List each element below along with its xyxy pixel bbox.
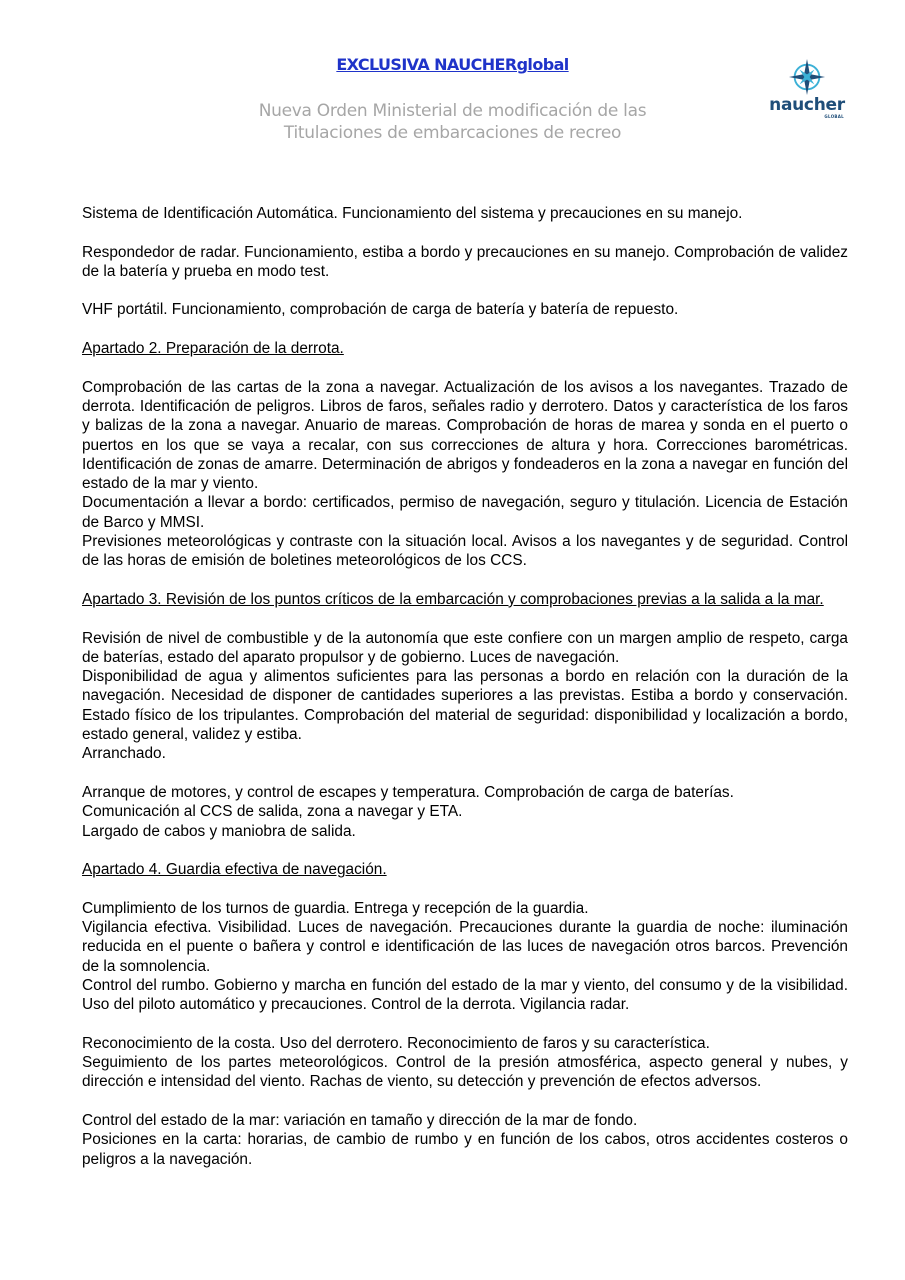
paragraph: Seguimiento de los partes meteorológicos. Control de la presión atmosférica, aspecto general y nubes, y dirección e intensidad del viento. Rachas de viento, su detección y prevención de efectos adversos. <box>82 1054 848 1091</box>
paragraph: Arranchado. <box>82 745 166 763</box>
paragraph: Sistema de Identificación Automática. Funcionamiento del sistema y precauciones en su manejo. <box>82 205 743 222</box>
subtitle-line-2: Titulaciones de embarcaciones de recreo <box>283 123 622 143</box>
naucher-logo <box>762 58 852 124</box>
paragraph: Comunicación al CCS de salida, zona a navegar y ETA. <box>82 803 463 821</box>
subtitle-line-1: Nueva Orden Ministerial de modificación de las <box>258 101 647 121</box>
paragraph: Largado de cabos y maniobra de salida. <box>82 822 356 840</box>
paragraph: VHF portátil. Funcionamiento, comprobación de carga de batería y batería de repuesto. <box>82 301 679 319</box>
section-heading-2: Apartado 2. Preparación de la derrota. <box>82 340 344 358</box>
paragraph: Reconocimiento de la costa. Uso del derrotero. Reconocimiento de faros y su característica. <box>82 1034 710 1052</box>
paragraph: Vigilancia efectiva. Visibilidad. Luces de navegación. Precauciones durante la guardia de noche: iluminación reducida en el puente o bañera y control e identificación de las luces de navegación otros barcos. Prevención de la somnolencia. <box>82 918 848 975</box>
compass-rose-icon <box>788 58 826 96</box>
paragraph: Control del rumbo. Gobierno y marcha en función del estado de la mar y viento, del consumo y de la visibilidad. Uso del piloto automático y precauciones. Control de la derrota. Vigilancia radar. <box>82 976 848 1014</box>
document-body <box>82 204 848 1169</box>
paragraph: Disponibilidad de agua y alimentos suficientes para las personas a bordo en relación con la duración de la navegación. Necesidad de disponer de cantidades superiores a las previstas. Estiba a bordo y conservación. Estado físico de los tripulantes. Comprobación del material de seguridad: disponibilidad y localización a bordo, estado general, validez y estiba. <box>82 668 848 744</box>
paragraph: Respondedor de radar. Funcionamiento, estiba a bordo y precauciones en su manejo. Comprobación de validez de la batería y prueba en modo test. <box>82 243 848 280</box>
paragraph: Documentación a llevar a bordo: certificados, permiso de navegación, seguro y titulación. Licencia de Estación de Barco y MMSI. <box>82 494 848 531</box>
section-heading-3: Apartado 3. Revisión de los puntos críticos de la embarcación y comprobaciones previas a la salida a la mar. <box>82 590 824 608</box>
paragraph: Revisión de nivel de combustible y de la autonomía que este confiere con un margen amplio de respeto, carga de baterías, estado del aparato propulsor y de gobierno. Luces de navegación. <box>82 629 848 666</box>
paragraph: Posiciones en la carta: horarias, de cambio de rumbo y en función de los cabos, otros accidentes costeros o peligros a la navegación. <box>82 1131 848 1168</box>
paragraph: Previsiones meteorológicas y contraste con la situación local. Avisos a los navegantes y de seguridad. Control de las horas de emisión de boletines meteorológicos de los CCS. <box>82 533 848 570</box>
logo-subtext: GLOBAL <box>824 114 844 119</box>
paragraph: Arranque de motores, y control de escapes y temperatura. Comprobación de carga de baterías. <box>82 783 734 801</box>
section-heading-4: Apartado 4. Guardia efectiva de navegación. <box>82 861 387 879</box>
paragraph: Comprobación de las cartas de la zona a navegar. Actualización de los avisos a los navegantes. Trazado de derrota. Identificación de peligros. Libros de faros, señales radio y derrotero. Datos y característica de los faros y balizas de la zona a navegar. Anuario de mareas. Comprobación de horas de marea y sonda en el puerto o puertos en los que se vaya a recalar, con sus correcciones de altura y hora. Correcciones barométricas. Identificación de zonas de amarre. Determinación de abrigos y fondeaderos en la zona a navegar en función del estado de la mar y viento. <box>82 378 848 493</box>
exclusive-link[interactable]: EXCLUSIVA NAUCHERglobal <box>336 55 569 74</box>
paragraph: Control del estado de la mar: variación en tamaño y dirección de la mar de fondo. <box>82 1111 638 1129</box>
paragraph: Cumplimiento de los turnos de guardia. Entrega y recepción de la guardia. <box>82 899 589 917</box>
logo-wordmark: naucher <box>769 95 845 115</box>
document-header <box>0 0 905 180</box>
